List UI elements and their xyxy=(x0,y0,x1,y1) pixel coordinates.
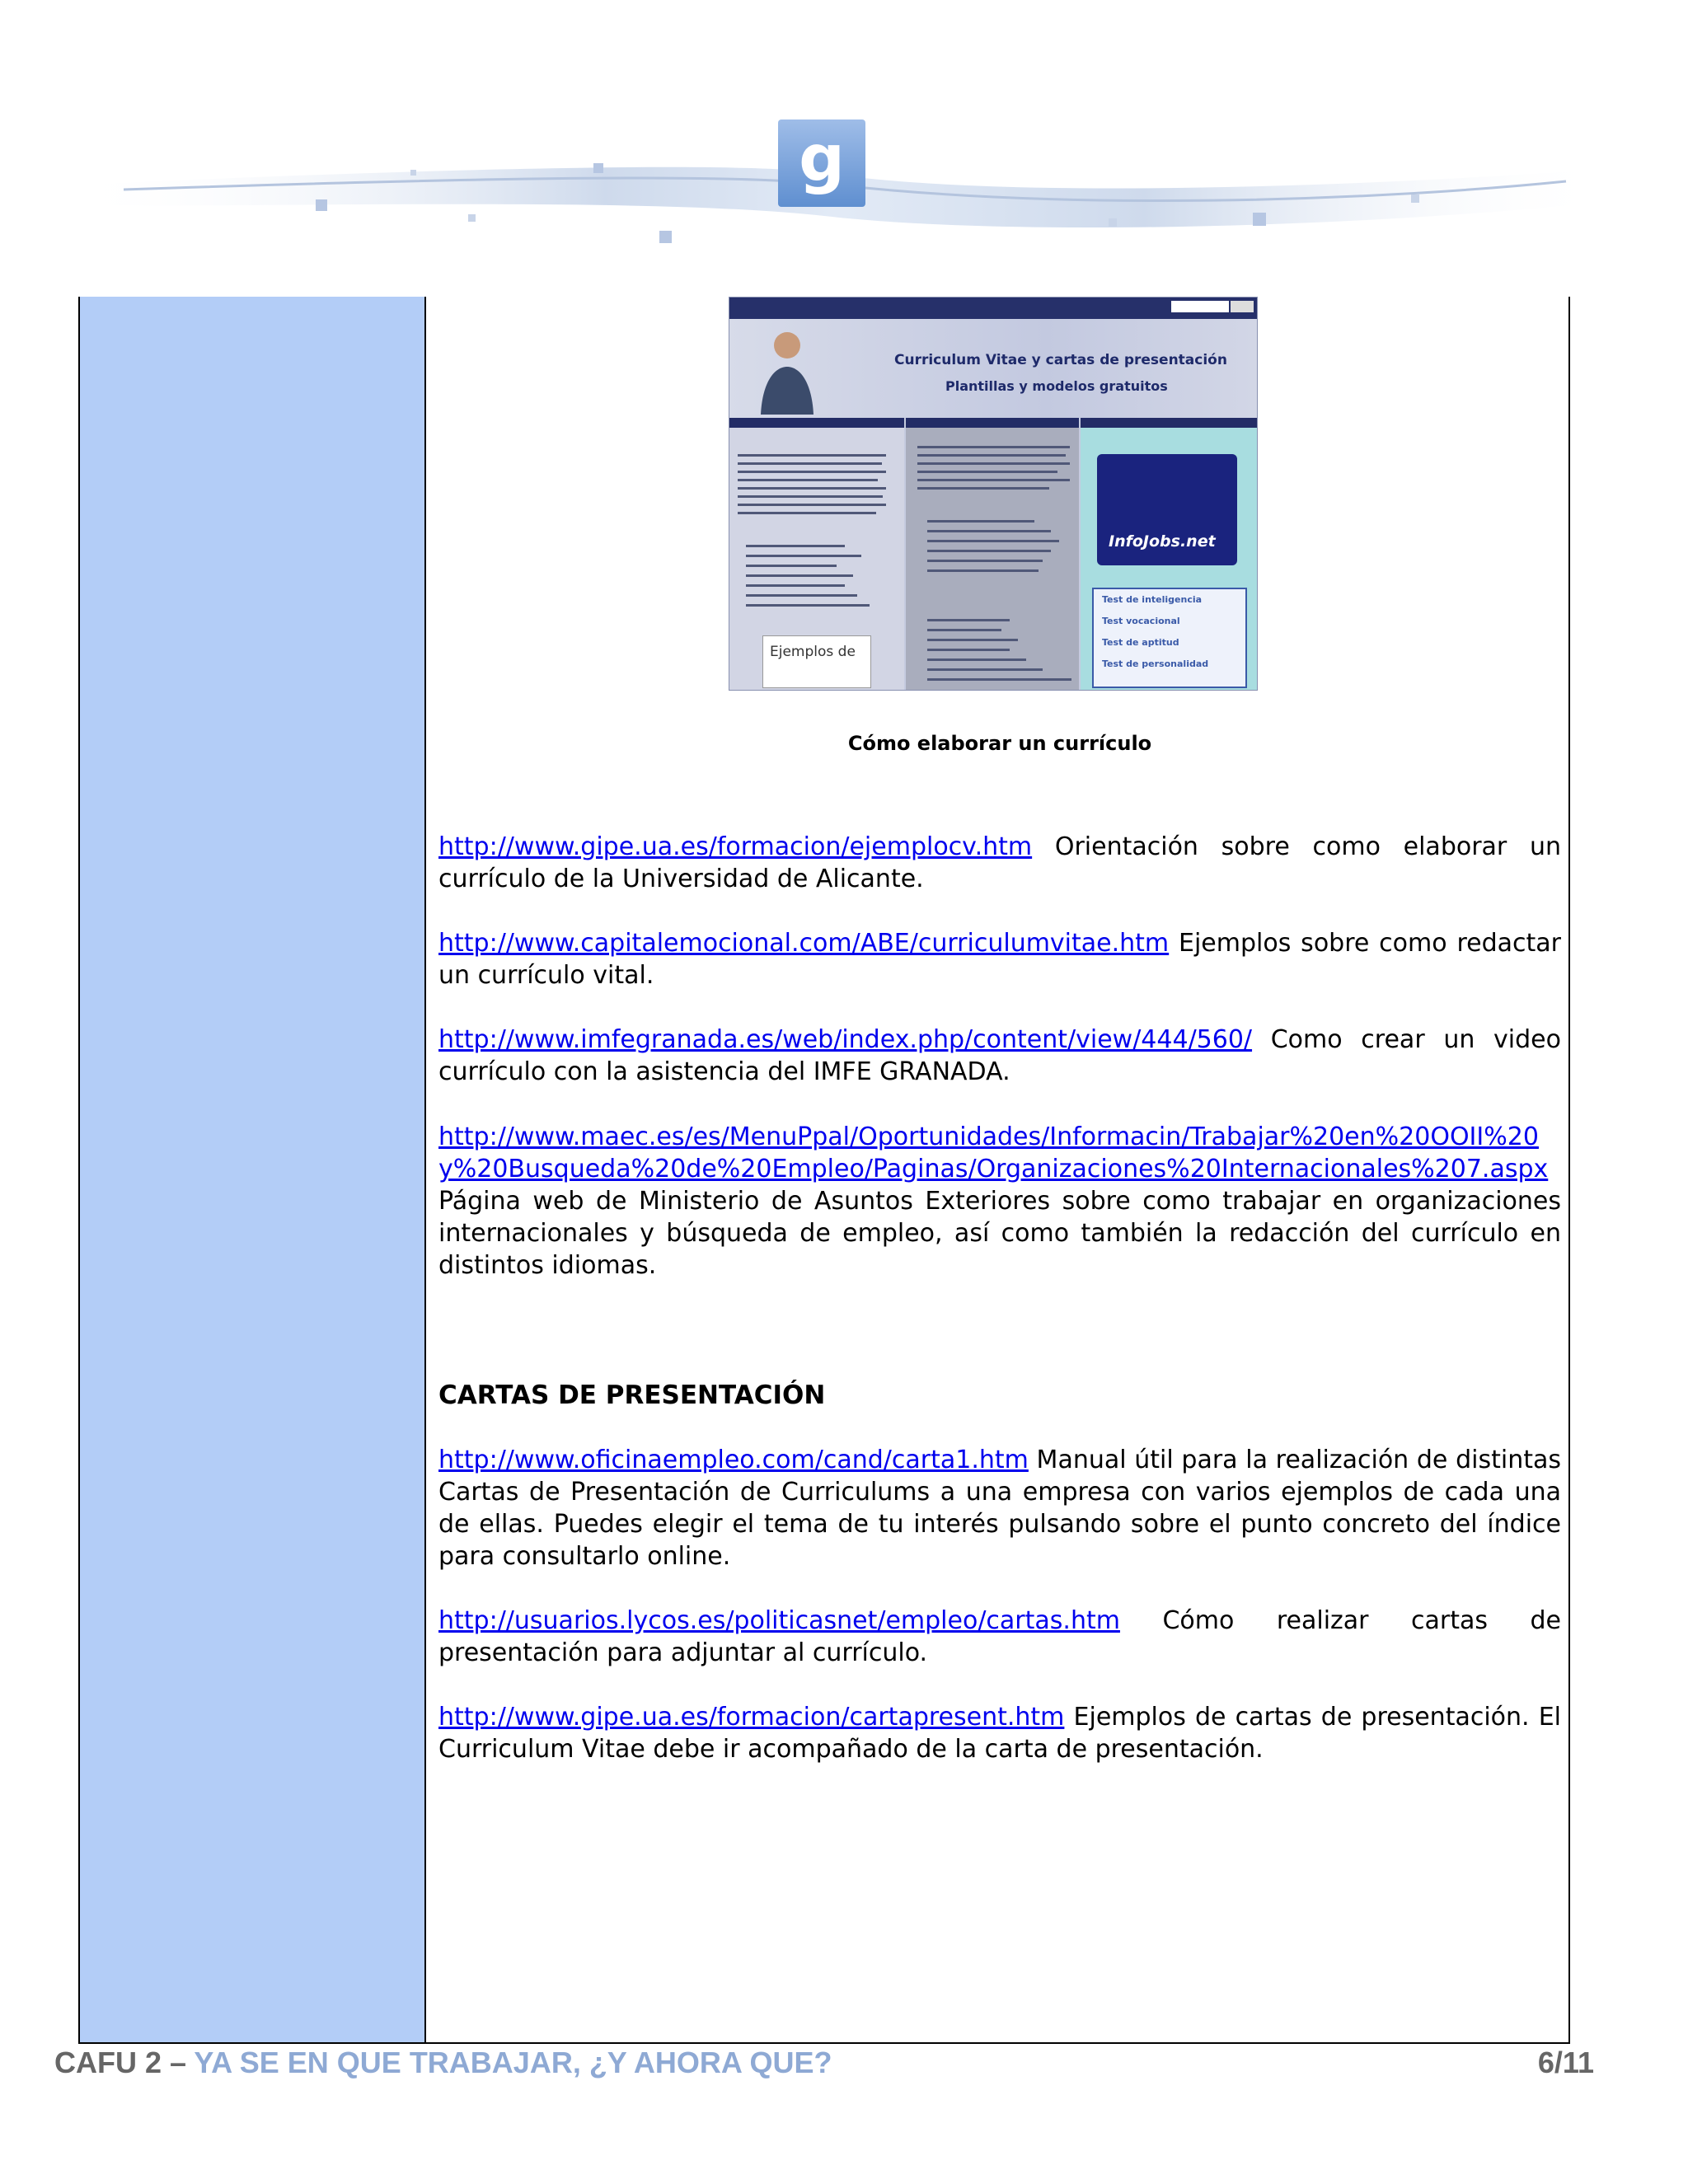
main-content xyxy=(438,297,1561,2042)
resource-description: Página web de Ministerio de Asuntos Exteriores sobre como trabajar en organizaciones internacionales y búsqueda de empleo, así como también la redacción del currículo en distintos idiomas. xyxy=(438,1187,1561,1280)
screenshot-text-line xyxy=(738,495,883,498)
resource-link[interactable]: http://www.gipe.ua.es/formacion/ejemplocv.htm xyxy=(438,832,1033,861)
footer-course-code: CAFU 2 – xyxy=(54,2046,195,2079)
screenshot-text-line xyxy=(917,462,1070,465)
screenshot-text-line xyxy=(738,504,886,506)
carta-entry xyxy=(438,1701,1561,1765)
screenshot-text-line xyxy=(746,594,857,597)
screenshot-text-line xyxy=(927,619,1010,621)
carta-entry xyxy=(438,1444,1561,1572)
screenshot-text-line xyxy=(927,649,1010,651)
screenshot-text-line xyxy=(917,479,1070,481)
screenshot-text-line xyxy=(746,584,845,587)
test-item: Test de inteligencia xyxy=(1102,594,1203,605)
infojobs-ad xyxy=(1097,454,1237,565)
screenshot-text-line xyxy=(738,471,886,473)
screenshot-text-line xyxy=(738,462,882,465)
page-number: 6/11 xyxy=(1537,2046,1594,2079)
screenshot-text-line xyxy=(927,530,1051,532)
layout-table xyxy=(78,297,1570,2044)
carta-link[interactable]: http://usuarios.lycos.es/politicasnet/empleo/cartas.htm xyxy=(438,1606,1120,1635)
page-footer xyxy=(54,2046,1594,2085)
screenshot-banner xyxy=(729,319,1257,418)
screenshot-text-line xyxy=(738,454,886,457)
carta-entry xyxy=(438,1605,1561,1669)
screenshot-text-line xyxy=(927,550,1051,552)
screenshot-text-line xyxy=(746,545,845,547)
resource-description: Como crear un video currículo con la asistencia del IMFE GRANADA. xyxy=(438,1025,1561,1086)
resource-link[interactable]: http://www.imfegranada.es/web/index.php/content/view/444/560/ xyxy=(438,1025,1253,1054)
screenshot-text-line xyxy=(927,629,1001,631)
test-item: Test de personalidad xyxy=(1102,658,1209,669)
screenshot-text-line xyxy=(927,639,1018,641)
screenshot-text-line xyxy=(927,678,1071,681)
tests-box xyxy=(1092,588,1247,688)
screenshot-text-line xyxy=(927,520,1034,523)
resource-entry xyxy=(438,1121,1561,1282)
screenshot-text-line xyxy=(927,560,1043,562)
resource-link[interactable]: http://www.maec.es/es/MenuPpal/Oportunidades/Informacin/Trabajar%20en%20OOII%20y%20Busqueda%20de%20Empleo/Paginas/Organizaciones%20Internacionales%207.aspx xyxy=(438,1122,1549,1183)
footer-title: YA SE EN QUE TRABAJAR, ¿Y AHORA QUE? xyxy=(194,2046,832,2079)
resource-description: Ejemplos sobre como redactar un currículo vital. xyxy=(438,929,1561,990)
screenshot-text-line xyxy=(738,479,878,481)
carta-description: Cómo realizar cartas de presentación para adjuntar al currículo. xyxy=(438,1606,1561,1667)
resource-description: Orientación sobre como elaborar un currículo de la Universidad de Alicante. xyxy=(438,832,1561,893)
screenshot-text-line xyxy=(746,604,870,607)
g-logo-icon: g xyxy=(778,120,865,207)
screenshot-column-header xyxy=(1081,418,1258,428)
screenshot-text-line xyxy=(917,487,1049,490)
footer-title-block xyxy=(54,2046,832,2080)
screenshot-text-line xyxy=(927,658,1026,661)
carta-link[interactable]: http://www.oficinaempleo.com/cand/carta1.htm xyxy=(438,1446,1029,1474)
screenshot-nav-bar xyxy=(729,298,1257,319)
screenshot-text-line xyxy=(738,512,876,514)
section-heading: CARTAS DE PRESENTACIÓN xyxy=(438,1380,826,1410)
infojobs-label: InfoJobs.net xyxy=(1109,532,1216,551)
screenshot-text-line xyxy=(927,668,1043,671)
screenshot-text-line xyxy=(917,454,1066,457)
resource-link[interactable]: http://www.capitalemocional.com/ABE/curriculumvitae.htm xyxy=(438,929,1170,958)
screenshot-text-line xyxy=(927,569,1039,572)
screenshot-column-header xyxy=(906,418,1079,428)
screenshot-text-line xyxy=(917,471,1057,473)
resource-entry xyxy=(438,927,1561,991)
ejemplos-label: Ejemplos de xyxy=(770,644,856,660)
screenshot-subtitle: Plantillas y modelos gratuitos xyxy=(945,378,1168,394)
test-item: Test vocacional xyxy=(1102,616,1180,626)
screenshot-text-line xyxy=(738,487,886,490)
resource-entry xyxy=(438,831,1561,895)
website-screenshot-image xyxy=(729,297,1258,691)
carta-description: Ejemplos de cartas de presentación. El Curriculum Vitae debe ir acompañado de la carta de presentación. xyxy=(438,1703,1561,1764)
screenshot-title: Curriculum Vitae y cartas de presentación xyxy=(894,352,1227,368)
ejemplos-thumbnail xyxy=(762,635,871,688)
screenshot-column-header xyxy=(729,418,904,428)
header-banner xyxy=(0,0,1688,297)
screenshot-text-line xyxy=(917,446,1070,448)
carta-description: Manual útil para la realización de distintas Cartas de Presentación de Curriculums a una empresa con varios ejemplos de cada una de ellas. Puedes elegir el tema de tu interés pulsando sobre el punto concreto del índice para consultarlo online. xyxy=(438,1446,1561,1571)
screenshot-text-line xyxy=(927,540,1059,542)
image-caption: Cómo elaborar un currículo xyxy=(847,732,1152,755)
carta-link[interactable]: http://www.gipe.ua.es/formacion/cartapresent.htm xyxy=(438,1703,1065,1732)
person-icon xyxy=(754,324,820,415)
screenshot-search-button xyxy=(1231,301,1254,312)
screenshot-text-line xyxy=(746,555,861,557)
screenshot-text-line xyxy=(746,574,853,577)
test-item: Test de aptitud xyxy=(1102,637,1179,648)
screenshot-text-line xyxy=(746,565,837,567)
screenshot-search-box xyxy=(1171,301,1229,312)
resource-entry xyxy=(438,1024,1561,1088)
sidebar-column xyxy=(80,297,426,2042)
